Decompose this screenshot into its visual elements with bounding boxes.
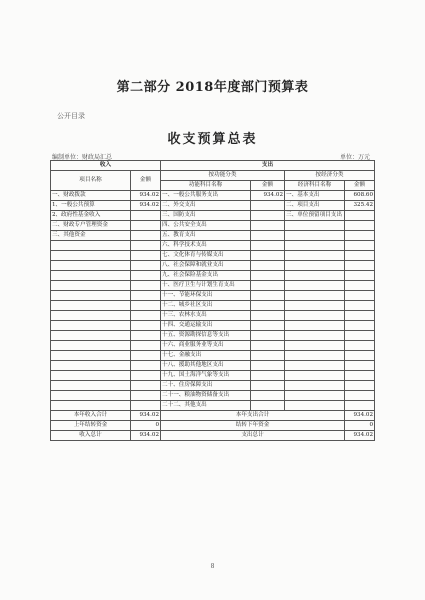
table-header bbox=[51, 161, 375, 191]
income-amount-cell bbox=[131, 341, 161, 351]
table-row bbox=[51, 251, 375, 261]
unit-left: 编制单位：财政局汇总 bbox=[52, 154, 113, 161]
table-row bbox=[51, 321, 375, 331]
function-item-cell: 二、外交支出 bbox=[161, 201, 251, 211]
table-row bbox=[51, 241, 375, 251]
table-row bbox=[51, 311, 375, 321]
income-amount-cell bbox=[131, 351, 161, 361]
economic-amount-cell bbox=[345, 381, 375, 391]
economic-item-cell bbox=[285, 231, 345, 241]
economic-amount-cell bbox=[345, 231, 375, 241]
income-item-cell bbox=[51, 351, 131, 361]
total-right-amount: 934.02 bbox=[345, 431, 375, 441]
table-row bbox=[51, 261, 375, 271]
income-item-cell bbox=[51, 311, 131, 321]
unit-right: 单位：万元 bbox=[339, 154, 370, 161]
income-item-cell bbox=[51, 381, 131, 391]
economic-item-cell: 一、基本支出 bbox=[285, 191, 345, 201]
total-row bbox=[51, 411, 375, 421]
income-amount-cell bbox=[131, 241, 161, 251]
economic-amount-cell bbox=[345, 331, 375, 341]
total-row bbox=[51, 431, 375, 441]
economic-amount-cell: 325.42 bbox=[345, 201, 375, 211]
page-note: 公开目录 bbox=[57, 112, 85, 120]
header-func-amount: 金额 bbox=[251, 181, 285, 191]
total-left-amount: 0 bbox=[131, 421, 161, 431]
header-income: 收入 bbox=[51, 161, 161, 171]
function-item-cell: 十二、城乡社区支出 bbox=[161, 301, 251, 311]
economic-amount-cell bbox=[345, 241, 375, 251]
income-item-cell bbox=[51, 291, 131, 301]
table-row bbox=[51, 391, 375, 401]
economic-item-cell bbox=[285, 251, 345, 261]
income-item-cell bbox=[51, 301, 131, 311]
total-right-label: 本年支出合计 bbox=[161, 411, 345, 421]
total-row bbox=[51, 421, 375, 431]
function-amount-cell bbox=[251, 221, 285, 231]
income-item-cell bbox=[51, 251, 131, 261]
table-row bbox=[51, 291, 375, 301]
function-item-cell: 十三、农林水支出 bbox=[161, 311, 251, 321]
function-amount-cell bbox=[251, 361, 285, 371]
header-econ-item: 经济科目名称 bbox=[285, 181, 345, 191]
income-amount-cell bbox=[131, 301, 161, 311]
header-by-function: 按功能分类 bbox=[161, 171, 285, 181]
income-item-cell bbox=[51, 261, 131, 271]
function-item-cell: 四、公共安全支出 bbox=[161, 221, 251, 231]
function-item-cell: 三、国防支出 bbox=[161, 211, 251, 221]
total-left-label: 上年结转资金 bbox=[51, 421, 131, 431]
header-amount: 金额 bbox=[131, 171, 161, 191]
total-left-amount: 934.02 bbox=[131, 431, 161, 441]
function-amount-cell bbox=[251, 391, 285, 401]
header-func-item: 功能科目名称 bbox=[161, 181, 251, 191]
function-amount-cell bbox=[251, 341, 285, 351]
function-item-cell: 二十、住房保障支出 bbox=[161, 381, 251, 391]
economic-item-cell bbox=[285, 221, 345, 231]
economic-amount-cell bbox=[345, 351, 375, 361]
income-amount-cell: 934.02 bbox=[131, 191, 161, 201]
economic-amount-cell bbox=[345, 321, 375, 331]
table-row bbox=[51, 271, 375, 281]
function-amount-cell bbox=[251, 351, 285, 361]
function-amount-cell bbox=[251, 321, 285, 331]
budget-table bbox=[50, 160, 375, 441]
economic-item-cell bbox=[285, 391, 345, 401]
total-left-amount: 934.02 bbox=[131, 411, 161, 421]
function-item-cell: 七、文化体育与传媒支出 bbox=[161, 251, 251, 261]
total-right-label: 结转下年资金 bbox=[161, 421, 345, 431]
function-amount-cell bbox=[251, 331, 285, 341]
header-expense: 支出 bbox=[161, 161, 375, 171]
header-item: 项目名称 bbox=[51, 171, 131, 191]
economic-item-cell bbox=[285, 271, 345, 281]
function-item-cell: 十一、节能环保支出 bbox=[161, 291, 251, 301]
function-item-cell: 五、教育支出 bbox=[161, 231, 251, 241]
function-amount-cell bbox=[251, 371, 285, 381]
function-item-cell: 六、科学技术支出 bbox=[161, 241, 251, 251]
function-amount-cell bbox=[251, 271, 285, 281]
income-item-cell: 二、财政专户管理资金 bbox=[51, 221, 131, 231]
income-amount-cell bbox=[131, 211, 161, 221]
income-amount-cell bbox=[131, 331, 161, 341]
table-row bbox=[51, 191, 375, 201]
function-item-cell: 十五、资源勘探信息等支出 bbox=[161, 331, 251, 341]
economic-amount-cell bbox=[345, 281, 375, 291]
income-item-cell bbox=[51, 271, 131, 281]
income-amount-cell bbox=[131, 261, 161, 271]
income-amount-cell bbox=[131, 291, 161, 301]
table-row bbox=[51, 231, 375, 241]
table-row bbox=[51, 401, 375, 411]
function-item-cell: 十四、交通运输支出 bbox=[161, 321, 251, 331]
table-body bbox=[51, 191, 375, 411]
economic-item-cell bbox=[285, 401, 345, 411]
economic-item-cell bbox=[285, 351, 345, 361]
economic-amount-cell bbox=[345, 371, 375, 381]
table-row bbox=[51, 371, 375, 381]
function-amount-cell bbox=[251, 381, 285, 391]
income-amount-cell bbox=[131, 361, 161, 371]
economic-item-cell bbox=[285, 301, 345, 311]
economic-item-cell bbox=[285, 331, 345, 341]
function-item-cell: 十八、援助其他地区支出 bbox=[161, 361, 251, 371]
function-amount-cell bbox=[251, 311, 285, 321]
economic-amount-cell bbox=[345, 301, 375, 311]
table-title: 收支预算总表 bbox=[167, 132, 258, 147]
income-amount-cell bbox=[131, 401, 161, 411]
income-item-cell bbox=[51, 401, 131, 411]
function-amount-cell bbox=[251, 281, 285, 291]
economic-item-cell bbox=[285, 241, 345, 251]
function-amount-cell bbox=[251, 201, 285, 211]
header-by-economic: 按经济分类 bbox=[285, 171, 375, 181]
function-item-cell: 八、社会保障和就业支出 bbox=[161, 261, 251, 271]
economic-item-cell bbox=[285, 381, 345, 391]
income-item-cell: 2、政府性基金收入 bbox=[51, 211, 131, 221]
function-item-cell: 九、社会保险基金支出 bbox=[161, 271, 251, 281]
function-amount-cell bbox=[251, 261, 285, 271]
table-totals bbox=[51, 411, 375, 441]
income-item-cell bbox=[51, 281, 131, 291]
income-item-cell bbox=[51, 241, 131, 251]
income-amount-cell bbox=[131, 311, 161, 321]
income-amount-cell bbox=[131, 321, 161, 331]
income-amount-cell bbox=[131, 231, 161, 241]
function-amount-cell bbox=[251, 401, 285, 411]
function-amount-cell bbox=[251, 301, 285, 311]
function-amount-cell bbox=[251, 211, 285, 221]
function-item-cell: 一、一般公共服务支出 bbox=[161, 191, 251, 201]
table-row bbox=[51, 301, 375, 311]
economic-amount-cell bbox=[345, 361, 375, 371]
income-amount-cell bbox=[131, 251, 161, 261]
table-row bbox=[51, 361, 375, 371]
table-row bbox=[51, 281, 375, 291]
income-amount-cell bbox=[131, 221, 161, 231]
economic-item-cell bbox=[285, 311, 345, 321]
income-item-cell bbox=[51, 371, 131, 381]
economic-item-cell: 三、单位预留项目支出 bbox=[285, 211, 345, 221]
income-amount-cell bbox=[131, 391, 161, 401]
function-amount-cell bbox=[251, 231, 285, 241]
economic-item-cell bbox=[285, 361, 345, 371]
income-item-cell: 三、其他资金 bbox=[51, 231, 131, 241]
economic-item-cell bbox=[285, 321, 345, 331]
income-amount-cell bbox=[131, 271, 161, 281]
function-amount-cell bbox=[251, 291, 285, 301]
table-row bbox=[51, 351, 375, 361]
income-item-cell bbox=[51, 331, 131, 341]
economic-amount-cell bbox=[345, 391, 375, 401]
page-number: 8 bbox=[210, 563, 215, 570]
income-amount-cell bbox=[131, 281, 161, 291]
economic-item-cell: 二、项目支出 bbox=[285, 201, 345, 211]
economic-amount-cell bbox=[345, 211, 375, 221]
income-amount-cell bbox=[131, 371, 161, 381]
header-econ-amount: 金额 bbox=[345, 181, 375, 191]
income-item-cell: 1、一般公共预算 bbox=[51, 201, 131, 211]
function-item-cell: 十、医疗卫生与计划生育支出 bbox=[161, 281, 251, 291]
economic-item-cell bbox=[285, 261, 345, 271]
economic-amount-cell bbox=[345, 261, 375, 271]
function-amount-cell bbox=[251, 251, 285, 261]
page-title: 第二部分 2018年度部门预算表 bbox=[116, 80, 309, 95]
total-right-amount: 934.02 bbox=[345, 411, 375, 421]
total-right-label: 支出总计 bbox=[161, 431, 345, 441]
economic-item-cell bbox=[285, 371, 345, 381]
table-row bbox=[51, 381, 375, 391]
income-item-cell: 一、财政拨款 bbox=[51, 191, 131, 201]
income-item-cell bbox=[51, 341, 131, 351]
total-right-amount: 0 bbox=[345, 421, 375, 431]
function-amount-cell: 934.02 bbox=[251, 191, 285, 201]
total-left-label: 本年收入合计 bbox=[51, 411, 131, 421]
table-row bbox=[51, 211, 375, 221]
economic-item-cell bbox=[285, 291, 345, 301]
economic-amount-cell: 608.60 bbox=[345, 191, 375, 201]
economic-amount-cell bbox=[345, 221, 375, 231]
function-amount-cell bbox=[251, 241, 285, 251]
function-item-cell: 二十二、其他支出 bbox=[161, 401, 251, 411]
economic-amount-cell bbox=[345, 311, 375, 321]
economic-amount-cell bbox=[345, 271, 375, 281]
table-row bbox=[51, 201, 375, 211]
income-amount-cell: 934.02 bbox=[131, 201, 161, 211]
economic-amount-cell bbox=[345, 251, 375, 261]
economic-amount-cell bbox=[345, 341, 375, 351]
economic-amount-cell bbox=[345, 291, 375, 301]
income-amount-cell bbox=[131, 381, 161, 391]
income-item-cell bbox=[51, 391, 131, 401]
function-item-cell: 二十一、粮油物资储备支出 bbox=[161, 391, 251, 401]
income-item-cell bbox=[51, 361, 131, 371]
table-row bbox=[51, 221, 375, 231]
table-row bbox=[51, 331, 375, 341]
function-item-cell: 十六、商业服务业等支出 bbox=[161, 341, 251, 351]
economic-item-cell bbox=[285, 341, 345, 351]
economic-amount-cell bbox=[345, 401, 375, 411]
function-item-cell: 十九、国土海洋气象等支出 bbox=[161, 371, 251, 381]
total-left-label: 收入总计 bbox=[51, 431, 131, 441]
income-item-cell bbox=[51, 321, 131, 331]
economic-item-cell bbox=[285, 281, 345, 291]
table-row bbox=[51, 341, 375, 351]
function-item-cell: 十七、金融支出 bbox=[161, 351, 251, 361]
